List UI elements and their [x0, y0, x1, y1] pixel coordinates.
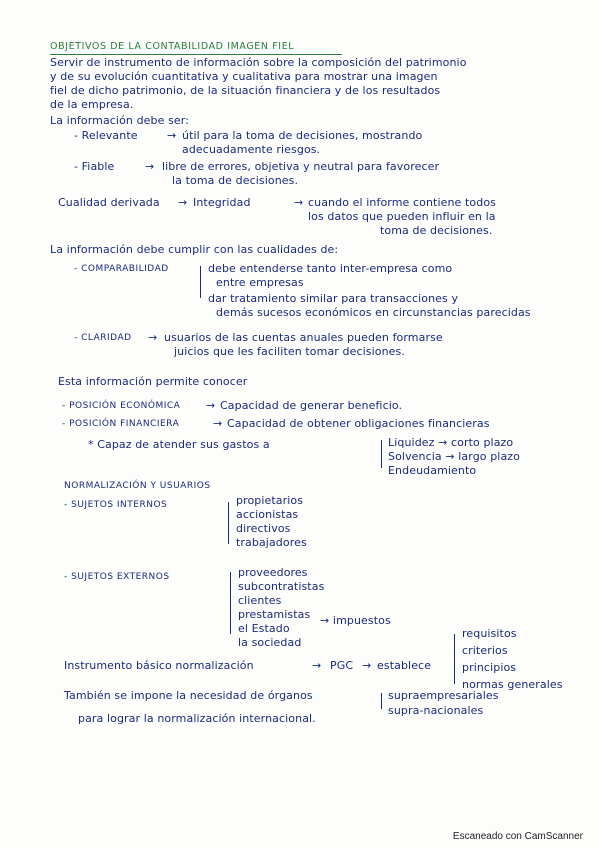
- scanner-watermark: Escaneado con CamScanner: [452, 831, 583, 842]
- internos-item-3: directivos: [236, 522, 291, 535]
- externos-brace: [230, 572, 231, 634]
- pos-eco-text: Capacidad de generar beneficio.: [220, 399, 403, 412]
- comp-text-1b: entre empresas: [216, 276, 304, 289]
- integrity-text-1: cuando el informe contiene todos: [308, 196, 497, 209]
- pos-fin-label: - POSICIÓN FINANCIERA: [62, 419, 180, 429]
- establece-label: establece: [377, 659, 432, 672]
- gastos-brace: [381, 440, 382, 468]
- norm-item-4: normas generales: [462, 678, 563, 691]
- comp-text-2b: demás sucesos económicos en circunstancias parecidas: [216, 306, 531, 319]
- internos-label: - SUJETOS INTERNOS: [64, 500, 168, 510]
- solvencia-item: Solvencia → largo plazo: [388, 450, 520, 463]
- knowledge-heading: Esta información permite conocer: [58, 375, 248, 388]
- pgc-label: PGC: [330, 659, 354, 672]
- intro-line-2: y de su evolución cuantitativa y cualitativa para mostrar una imagen: [50, 70, 438, 83]
- claridad-label: - CLARIDAD: [74, 333, 132, 343]
- liquidez-item: Liquidez → corto plazo: [388, 436, 514, 449]
- norm-brace: [454, 634, 455, 684]
- externos-item-5: el Estado: [238, 622, 290, 635]
- fiable-text-2: la toma de decisiones.: [172, 174, 299, 187]
- endeudamiento-item: Endeudamiento: [388, 464, 477, 477]
- integrity-text-2: los datos que pueden influir en la: [308, 210, 496, 223]
- estado-extra: → impuestos: [320, 614, 391, 627]
- fiable-label: - Fiable: [74, 160, 115, 173]
- integrity-arrow: →: [294, 196, 304, 209]
- derived-label: Cualidad derivada: [58, 196, 160, 209]
- norm-line: Instrumento básico normalización: [64, 659, 254, 672]
- claridad-arrow: →: [148, 331, 158, 344]
- externos-item-1: proveedores: [238, 566, 308, 579]
- intro-line-3: fiel de dicho patrimonio, de la situación financiera y de los resultados: [50, 84, 441, 97]
- comp-text-2: dar tratamiento similar para transacciones y: [208, 292, 459, 305]
- also-line-2: para lograr la normalización internacional.: [78, 712, 316, 725]
- pos-fin-text: Capacidad de obtener obligaciones financieras: [227, 417, 490, 430]
- comparabilidad-brace: [200, 266, 201, 298]
- externos-item-4: prestamistas: [238, 608, 311, 621]
- comparabilidad-label: - COMPARABILIDAD: [74, 264, 169, 274]
- pos-fin-arrow: →: [213, 417, 223, 430]
- norm-item-2: criterios: [462, 644, 508, 657]
- internos-item-1: propietarios: [236, 494, 304, 507]
- relevante-arrow: →: [167, 129, 177, 142]
- organo-item-2: supra-nacionales: [388, 704, 484, 717]
- also-brace: [381, 693, 382, 709]
- integrity-text-3: toma de decisiones.: [380, 224, 493, 237]
- page-title: OBJETIVOS DE LA CONTABILIDAD IMAGEN FIEL: [50, 41, 295, 52]
- norm-item-1: requisitos: [462, 627, 517, 640]
- internos-item-2: accionistas: [236, 508, 299, 521]
- externos-label: - SUJETOS EXTERNOS: [64, 572, 170, 582]
- also-line-1: También se impone la necesidad de órganos: [64, 689, 313, 702]
- comp-text-1: debe entenderse tanto inter-empresa como: [208, 262, 453, 275]
- intro-line-1: Servir de instrumento de información sobre la composición del patrimonio: [50, 56, 467, 69]
- norm-item-3: principios: [462, 661, 517, 674]
- req-heading: La información debe ser:: [50, 114, 190, 127]
- internos-item-4: trabajadores: [236, 536, 307, 549]
- pos-eco-label: - POSICIÓN ECONÓMICA: [62, 401, 181, 411]
- organo-item-1: supraempresariales: [388, 689, 499, 702]
- claridad-text-1: usuarios de las cuentas anuales pueden formarse: [164, 331, 443, 344]
- externos-item-2: subcontratistas: [238, 580, 325, 593]
- relevante-text-2: adecuadamente riesgos.: [182, 143, 321, 156]
- norm-arrow-2: →: [362, 659, 372, 672]
- title-underline: [50, 54, 342, 55]
- derived-arrow: →: [178, 196, 188, 209]
- gastos-text: * Capaz de atender sus gastos a: [88, 438, 270, 451]
- integrity-label: Integridad: [193, 196, 251, 209]
- fiable-text-1: libre de errores, objetiva y neutral para favorecer: [162, 160, 440, 173]
- relevante-label: - Relevante: [74, 129, 138, 142]
- norm-arrow-1: →: [312, 659, 322, 672]
- externos-item-6: la sociedad: [238, 636, 302, 649]
- pos-eco-arrow: →: [206, 399, 216, 412]
- claridad-text-2: juicios que les faciliten tomar decisiones.: [174, 345, 405, 358]
- intro-line-4: de la empresa.: [50, 98, 134, 111]
- externos-item-3: clientes: [238, 594, 282, 607]
- qualities-heading: La información debe cumplir con las cualidades de:: [50, 243, 339, 256]
- fiable-arrow: →: [145, 160, 155, 173]
- users-heading: NORMALIZACIÓN Y USUARIOS: [64, 481, 211, 491]
- relevante-text-1: útil para la toma de decisiones, mostrando: [182, 129, 423, 142]
- internos-brace: [228, 502, 229, 544]
